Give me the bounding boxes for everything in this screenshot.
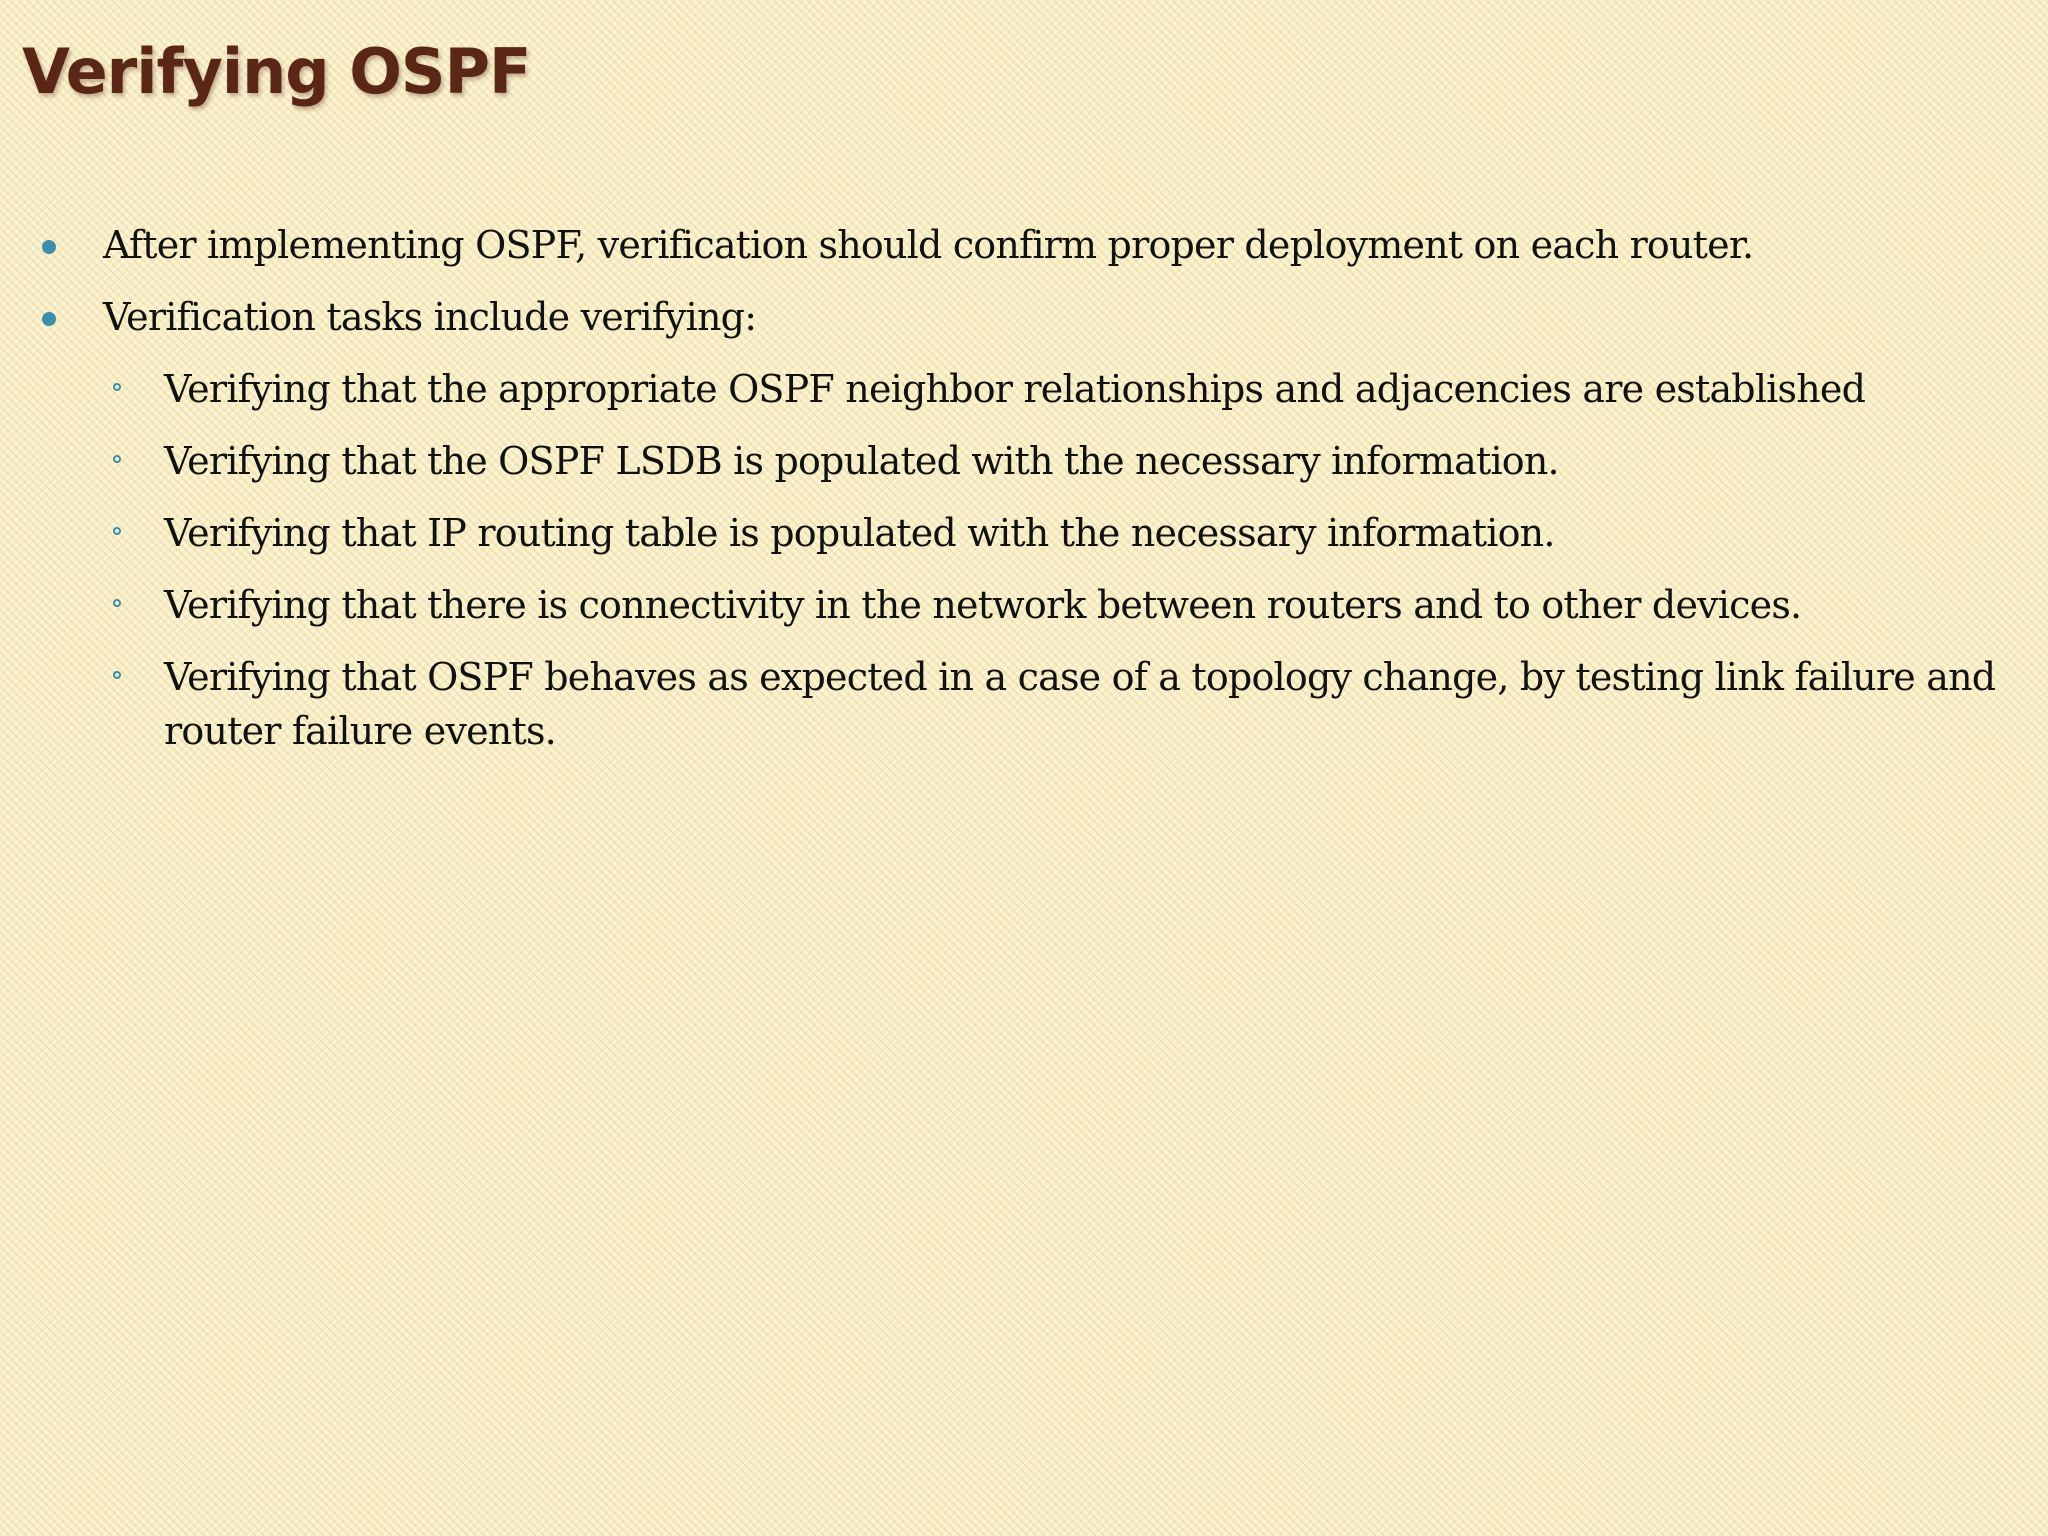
bullet-text: Verification tasks include verifying: xyxy=(103,295,757,339)
bullet-ring-icon xyxy=(113,383,121,391)
bullet-item xyxy=(0,218,2048,272)
bullet-ring-icon xyxy=(113,527,121,535)
sub-bullet-text: Verifying that OSPF behaves as expected in a case of a topology change, by testing link failure and router failure events. xyxy=(164,655,1996,753)
sub-bullet-item xyxy=(0,434,1964,488)
bullet-text: After implementing OSPF, verification should confirm proper deployment on each router. xyxy=(103,223,1754,267)
sub-bullet-item xyxy=(0,362,1964,416)
sub-bullet-text: Verifying that there is connectivity in the network between routers and to other devices. xyxy=(164,583,1802,627)
bullet-dot-icon xyxy=(42,240,56,254)
sub-bullet-item xyxy=(0,578,1964,632)
bullet-ring-icon xyxy=(113,671,121,679)
sub-bullet-text: Verifying that the appropriate OSPF neighbor relationships and adjacencies are established xyxy=(164,367,1866,411)
sub-bullet-text: Verifying that the OSPF LSDB is populated with the necessary information. xyxy=(164,439,1559,483)
sub-bullet-item xyxy=(0,650,1996,758)
sub-bullet-text: Verifying that IP routing table is populated with the necessary information. xyxy=(164,511,1555,555)
bullet-list xyxy=(0,218,2048,776)
slide-title: Verifying OSPF xyxy=(22,35,531,108)
sub-bullet-item xyxy=(0,506,1964,560)
bullet-item xyxy=(0,290,2048,344)
bullet-ring-icon xyxy=(113,455,121,463)
bullet-ring-icon xyxy=(113,599,121,607)
bullet-dot-icon xyxy=(42,312,56,326)
